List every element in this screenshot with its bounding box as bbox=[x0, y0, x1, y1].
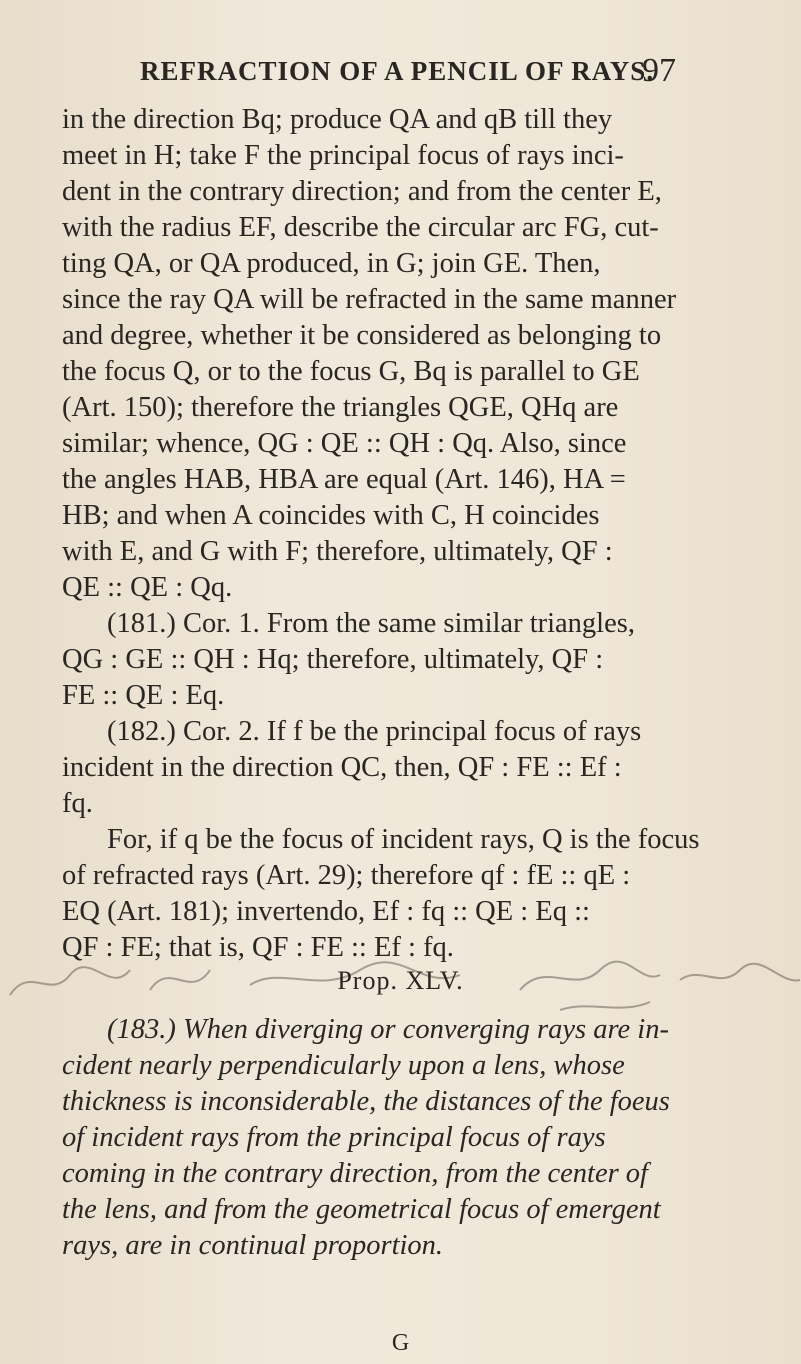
text-line: (Art. 150); therefore the triangles QGE, QHq are bbox=[62, 392, 619, 423]
text-line: incident in the direction QC, then, QF : FE :: Ef : bbox=[62, 752, 622, 783]
text-line: with E, and G with F; therefore, ultimately, QF : bbox=[62, 536, 613, 567]
text-line: with the radius EF, describe the circular arc FG, cut- bbox=[62, 212, 659, 243]
text-line: the focus Q, or to the focus G, Bq is parallel to GE bbox=[62, 356, 640, 387]
text-line: ting QA, or QA produced, in G; join GE. Then, bbox=[62, 248, 601, 279]
text-line: the angles HAB, HBA are equal (Art. 146), HA = bbox=[62, 464, 626, 495]
text-line: EQ (Art. 181); invertendo, Ef : fq :: QE : Eq :: bbox=[62, 896, 590, 927]
text-line: since the ray QA will be refracted in the same manner bbox=[62, 284, 677, 315]
running-head: REFRACTION OF A PENCIL OF RAYS. bbox=[140, 56, 655, 86]
proposition-heading: Prop. XLV. bbox=[337, 966, 464, 995]
text-line: (181.) Cor. 1. From the same similar triangles, bbox=[107, 608, 635, 639]
text-line: QG : GE :: QH : Hq; therefore, ultimately, QF : bbox=[62, 644, 604, 675]
text-line: similar; whence, QG : QE :: QH : Qq. Also, since bbox=[62, 428, 627, 459]
text-line: FE :: QE : Eq. bbox=[62, 680, 225, 711]
text-line: dent in the contrary direction; and from the center E, bbox=[62, 176, 662, 207]
text-line: meet in H; take F the principal focus of rays inci- bbox=[62, 140, 624, 171]
text-line: thickness is inconsiderable, the distances of the foeus bbox=[62, 1086, 670, 1117]
text-line: rays, are in continual proportion. bbox=[62, 1230, 444, 1261]
text-line: in the direction Bq; produce QA and qB till they bbox=[62, 104, 613, 135]
text-line: fq. bbox=[62, 788, 93, 819]
text-line: QF : FE; that is, QF : FE :: Ef : fq. bbox=[62, 932, 454, 963]
text-line: For, if q be the focus of incident rays, Q is the focus bbox=[107, 824, 700, 855]
text-line: the lens, and from the geometrical focus of emergent bbox=[62, 1194, 661, 1225]
page-header bbox=[0, 52, 801, 96]
body-text-lower bbox=[62, 1012, 742, 1264]
signature-mark: G bbox=[391, 1330, 410, 1356]
text-line: HB; and when A coincides with C, H coincides bbox=[62, 500, 600, 531]
body-text-upper bbox=[62, 102, 742, 966]
text-line: coming in the contrary direction, from the center of bbox=[62, 1158, 648, 1189]
page-number: 97 bbox=[642, 52, 676, 89]
text-line: of refracted rays (Art. 29); therefore qf : fE :: qE : bbox=[62, 860, 631, 891]
text-line: (183.) When diverging or converging rays are in- bbox=[107, 1014, 669, 1045]
text-line: (182.) Cor. 2. If f be the principal focus of rays bbox=[107, 716, 642, 747]
text-line: QE :: QE : Qq. bbox=[62, 572, 233, 603]
text-line: and degree, whether it be considered as belonging to bbox=[62, 320, 662, 351]
text-line: cident nearly perpendicularly upon a lens, whose bbox=[62, 1050, 625, 1081]
text-line: of incident rays from the principal focus of rays bbox=[62, 1122, 606, 1153]
